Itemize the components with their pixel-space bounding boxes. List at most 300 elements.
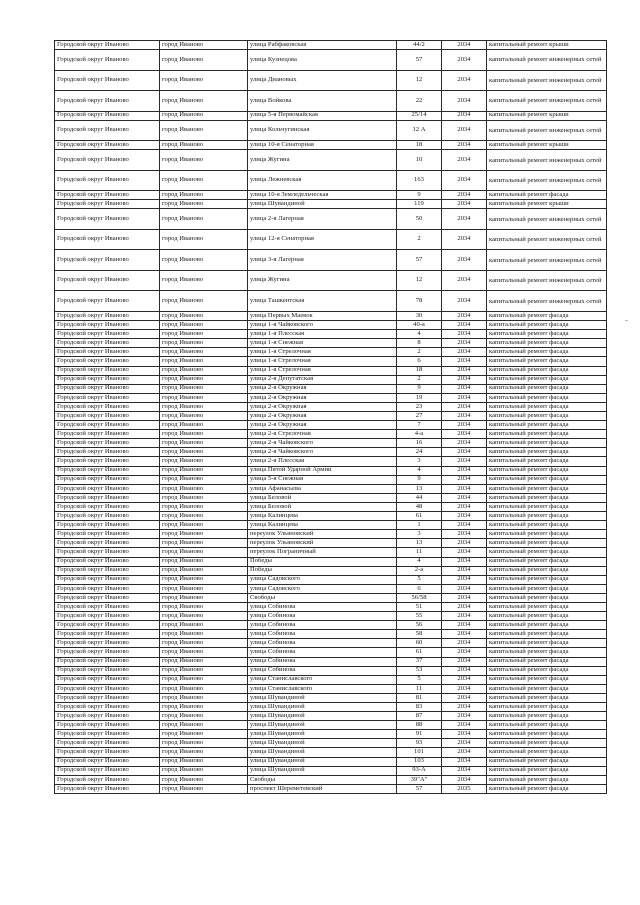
street-cell: переулок Ульяновский (248, 530, 397, 539)
house-number-cell: 57 (397, 250, 442, 271)
municipality-cell: Городской округ Иваново (55, 457, 160, 466)
street-cell: улица Шувандиной (248, 712, 397, 721)
municipality-cell: Городской округ Иваново (55, 666, 160, 675)
municipality-cell: Городской округ Иваново (55, 639, 160, 648)
year-cell: 2034 (442, 200, 487, 209)
year-cell: 2034 (442, 739, 487, 748)
settlement-cell: город Иваново (160, 270, 248, 291)
street-cell: улица Жугина (248, 150, 397, 171)
table-row (55, 602, 607, 611)
table-row (55, 291, 607, 312)
municipality-cell: Городской округ Иваново (55, 630, 160, 639)
municipality-cell: Городской округ Иваново (55, 612, 160, 621)
street-cell: улица Калинцева (248, 512, 397, 521)
street-cell: улица 2-я Стрелочная (248, 430, 397, 439)
year-cell: 2034 (442, 639, 487, 648)
year-cell: 2034 (442, 191, 487, 200)
year-cell: 2034 (442, 402, 487, 411)
work-type-cell: капитальный ремонт фасада (487, 712, 607, 721)
work-type-cell: капитальный ремонт фасада (487, 557, 607, 566)
work-type-cell: капитальный ремонт фасада (487, 766, 607, 775)
year-cell: 2034 (442, 330, 487, 339)
municipality-cell: Городской округ Иваново (55, 493, 160, 502)
work-type-cell: капитальный ремонт фасада (487, 393, 607, 402)
table-row (55, 675, 607, 684)
work-type-cell: капитальный ремонт фасада (487, 421, 607, 430)
settlement-cell: город Иваново (160, 111, 248, 120)
municipality-cell: Городской округ Иваново (55, 693, 160, 702)
settlement-cell: город Иваново (160, 675, 248, 684)
table-row (55, 250, 607, 271)
house-number-cell: 11 (397, 548, 442, 557)
year-cell: 2034 (442, 229, 487, 250)
year-cell: 2034 (442, 666, 487, 675)
street-cell: улица Собинова (248, 639, 397, 648)
municipality-cell: Городской округ Иваново (55, 675, 160, 684)
street-cell: улица Собинова (248, 648, 397, 657)
work-type-cell: капитальный ремонт фасада (487, 448, 607, 457)
table-row (55, 348, 607, 357)
work-type-cell: капитальный ремонт фасада (487, 602, 607, 611)
table-row (55, 375, 607, 384)
street-cell: улица Собинова (248, 666, 397, 675)
year-cell: 2034 (442, 621, 487, 630)
municipality-cell: Городской округ Иваново (55, 412, 160, 421)
work-type-cell: капитальный ремонт фасада (487, 639, 607, 648)
table-row (55, 484, 607, 493)
table-row (55, 466, 607, 475)
settlement-cell: город Иваново (160, 348, 248, 357)
work-type-cell: капитальный ремонт инженерных сетей (487, 229, 607, 250)
settlement-cell: город Иваново (160, 291, 248, 312)
street-cell: улица Шувандиной (248, 748, 397, 757)
settlement-cell: город Иваново (160, 666, 248, 675)
municipality-cell: Городской округ Иваново (55, 475, 160, 484)
municipality-cell: Городской округ Иваново (55, 348, 160, 357)
settlement-cell: город Иваново (160, 657, 248, 666)
year-cell: 2034 (442, 50, 487, 71)
work-type-cell: капитальный ремонт фасада (487, 321, 607, 330)
house-number-cell: 9 (397, 191, 442, 200)
work-type-cell: капитальный ремонт фасада (487, 439, 607, 448)
work-type-cell: капитальный ремонт фасада (487, 703, 607, 712)
work-type-cell: капитальный ремонт фасада (487, 575, 607, 584)
settlement-cell: город Иваново (160, 757, 248, 766)
house-number-cell: 23 (397, 402, 442, 411)
table-row (55, 530, 607, 539)
house-number-cell: 44/2 (397, 41, 442, 50)
street-cell: улица Шувандиной (248, 200, 397, 209)
street-cell: улица Собинова (248, 621, 397, 630)
year-cell: 2034 (442, 466, 487, 475)
street-cell: улица Беловой (248, 502, 397, 511)
year-cell: 2034 (442, 721, 487, 730)
year-cell: 2034 (442, 250, 487, 271)
street-cell: улица 2-я Плесская (248, 457, 397, 466)
municipality-cell: Городской округ Иваново (55, 648, 160, 657)
settlement-cell: город Иваново (160, 150, 248, 171)
table-row (55, 502, 607, 511)
settlement-cell: город Иваново (160, 439, 248, 448)
document-page (54, 40, 602, 794)
settlement-cell: город Иваново (160, 170, 248, 191)
year-cell: 2034 (442, 612, 487, 621)
municipality-cell: Городской округ Иваново (55, 366, 160, 375)
settlement-cell: город Иваново (160, 621, 248, 630)
table-row (55, 593, 607, 602)
municipality-cell: Городской округ Иваново (55, 41, 160, 50)
work-type-cell: капитальный ремонт фасада (487, 493, 607, 502)
year-cell: 2034 (442, 475, 487, 484)
work-type-cell: капитальный ремонт фасада (487, 384, 607, 393)
year-cell: 2034 (442, 412, 487, 421)
work-type-cell: капитальный ремонт фасада (487, 612, 607, 621)
street-cell: Свободы (248, 593, 397, 602)
year-cell: 2034 (442, 384, 487, 393)
municipality-cell: Городской округ Иваново (55, 784, 160, 793)
settlement-cell: город Иваново (160, 521, 248, 530)
municipality-cell: Городской округ Иваново (55, 539, 160, 548)
work-type-cell: капитальный ремонт фасада (487, 721, 607, 730)
municipality-cell: Городской округ Иваново (55, 739, 160, 748)
street-cell: улица Шувандиной (248, 766, 397, 775)
municipality-cell: Городской округ Иваново (55, 748, 160, 757)
year-cell: 2034 (442, 430, 487, 439)
year-cell: 2035 (442, 784, 487, 793)
year-cell: 2034 (442, 348, 487, 357)
street-cell: улица 2-я Окружная (248, 412, 397, 421)
municipality-cell: Городской округ Иваново (55, 209, 160, 230)
street-cell: улица 10-я Сенаторная (248, 141, 397, 150)
table-row (55, 721, 607, 730)
settlement-cell: город Иваново (160, 612, 248, 621)
settlement-cell: город Иваново (160, 575, 248, 584)
house-number-cell: 51 (397, 602, 442, 611)
year-cell: 2034 (442, 766, 487, 775)
work-type-cell: капитальный ремонт крыши (487, 111, 607, 120)
table-row (55, 739, 607, 748)
year-cell: 2034 (442, 111, 487, 120)
house-number-cell: 2 (397, 375, 442, 384)
municipality-cell: Городской округ Иваново (55, 775, 160, 784)
year-cell: 2034 (442, 270, 487, 291)
house-number-cell: 4-а (397, 430, 442, 439)
municipality-cell: Городской округ Иваново (55, 721, 160, 730)
year-cell: 2034 (442, 120, 487, 141)
street-cell: улица Собинова (248, 602, 397, 611)
house-number-cell: 93 (397, 739, 442, 748)
street-cell: улица Садовского (248, 584, 397, 593)
municipality-cell: Городской округ Иваново (55, 339, 160, 348)
street-cell: улица 1-я Снежная (248, 339, 397, 348)
municipality-cell: Городской округ Иваново (55, 657, 160, 666)
settlement-cell: город Иваново (160, 250, 248, 271)
table-row (55, 684, 607, 693)
house-number-cell: 53 (397, 666, 442, 675)
municipality-cell: Городской округ Иваново (55, 357, 160, 366)
year-cell: 2034 (442, 70, 487, 91)
settlement-cell: город Иваново (160, 693, 248, 702)
work-type-cell: капитальный ремонт инженерных сетей (487, 70, 607, 91)
municipality-cell: Городской округ Иваново (55, 766, 160, 775)
settlement-cell: город Иваново (160, 684, 248, 693)
street-cell: улица Калинцева (248, 521, 397, 530)
work-type-cell: капитальный ремонт фасада (487, 375, 607, 384)
year-cell: 2034 (442, 484, 487, 493)
table-row (55, 366, 607, 375)
table-row (55, 657, 607, 666)
house-number-cell: 19 (397, 393, 442, 402)
year-cell: 2034 (442, 393, 487, 402)
municipality-cell: Городской округ Иваново (55, 120, 160, 141)
settlement-cell: город Иваново (160, 484, 248, 493)
work-type-cell: капитальный ремонт фасада (487, 530, 607, 539)
settlement-cell: город Иваново (160, 330, 248, 339)
street-cell: улица Первых Маевок (248, 311, 397, 320)
table-row (55, 170, 607, 191)
settlement-cell: город Иваново (160, 748, 248, 757)
house-number-cell: 5 (397, 575, 442, 584)
street-cell: улица Кузнецова (248, 50, 397, 71)
work-type-cell: капитальный ремонт фасада (487, 648, 607, 657)
street-cell: улица Шувандиной (248, 703, 397, 712)
municipality-cell: Городской округ Иваново (55, 566, 160, 575)
municipality-cell: Городской округ Иваново (55, 50, 160, 71)
work-type-cell: капитальный ремонт фасада (487, 191, 607, 200)
table-row (55, 50, 607, 71)
settlement-cell: город Иваново (160, 91, 248, 112)
house-number-cell: 93-А (397, 766, 442, 775)
year-cell: 2034 (442, 693, 487, 702)
work-type-cell: капитальный ремонт фасада (487, 466, 607, 475)
settlement-cell: город Иваново (160, 775, 248, 784)
settlement-cell: город Иваново (160, 412, 248, 421)
settlement-cell: город Иваново (160, 712, 248, 721)
settlement-cell: город Иваново (160, 357, 248, 366)
work-type-cell: капитальный ремонт фасада (487, 366, 607, 375)
street-cell: улица 2-я Депутатская (248, 375, 397, 384)
house-number-cell: 12 (397, 270, 442, 291)
table-row (55, 539, 607, 548)
work-type-cell: капитальный ремонт фасада (487, 666, 607, 675)
work-type-cell: капитальный ремонт инженерных сетей (487, 170, 607, 191)
settlement-cell: город Иваново (160, 311, 248, 320)
work-type-cell: капитальный ремонт фасада (487, 730, 607, 739)
street-cell: улица Афанасьева (248, 484, 397, 493)
street-cell: улица 5-я Снежная (248, 475, 397, 484)
street-cell: улица Станиславского (248, 684, 397, 693)
settlement-cell: город Иваново (160, 366, 248, 375)
table-row (55, 766, 607, 775)
municipality-cell: Городской округ Иваново (55, 593, 160, 602)
municipality-cell: Городской округ Иваново (55, 91, 160, 112)
house-number-cell: 3 (397, 457, 442, 466)
street-cell: переулок Пограничный (248, 548, 397, 557)
street-cell: улица Кольчугинская (248, 120, 397, 141)
table-row (55, 150, 607, 171)
year-cell: 2034 (442, 375, 487, 384)
work-type-cell: капитальный ремонт фасада (487, 566, 607, 575)
house-number-cell: 22 (397, 91, 442, 112)
street-cell: улица 3-я Лагерная (248, 250, 397, 271)
street-cell: улица Ташкентская (248, 291, 397, 312)
work-type-cell: капитальный ремонт фасада (487, 548, 607, 557)
work-type-cell: капитальный ремонт крыши (487, 141, 607, 150)
table-row (55, 412, 607, 421)
house-number-cell: 3 (397, 530, 442, 539)
house-number-cell: 44 (397, 493, 442, 502)
house-number-cell: 9 (397, 384, 442, 393)
settlement-cell: город Иваново (160, 141, 248, 150)
year-cell: 2034 (442, 291, 487, 312)
street-cell: проспект Шереметевский (248, 784, 397, 793)
house-number-cell: 30 (397, 311, 442, 320)
municipality-cell: Городской округ Иваново (55, 521, 160, 530)
table-row (55, 648, 607, 657)
house-number-cell: 11 (397, 684, 442, 693)
house-number-cell: 10 (397, 150, 442, 171)
house-number-cell: 4 (397, 330, 442, 339)
table-row (55, 666, 607, 675)
house-number-cell: 16 (397, 439, 442, 448)
house-number-cell: 13 (397, 484, 442, 493)
municipality-cell: Городской округ Иваново (55, 384, 160, 393)
street-cell: улица Шувандиной (248, 693, 397, 702)
table-row (55, 630, 607, 639)
table-row (55, 70, 607, 91)
street-cell: улица Станиславского (248, 675, 397, 684)
work-type-cell: капитальный ремонт фасада (487, 502, 607, 511)
house-number-cell: 57 (397, 50, 442, 71)
table-row (55, 430, 607, 439)
house-number-cell: 55 (397, 612, 442, 621)
settlement-cell: город Иваново (160, 41, 248, 50)
work-type-cell: капитальный ремонт крыши (487, 41, 607, 50)
table-row (55, 693, 607, 702)
municipality-cell: Городской округ Иваново (55, 575, 160, 584)
work-type-cell: капитальный ремонт фасада (487, 430, 607, 439)
house-number-cell: 6 (397, 357, 442, 366)
house-number-cell: 7 (397, 421, 442, 430)
table-row (55, 730, 607, 739)
street-cell: улица 2-я Чайковского (248, 448, 397, 457)
settlement-cell: город Иваново (160, 430, 248, 439)
house-number-cell: 18 (397, 366, 442, 375)
settlement-cell: город Иваново (160, 209, 248, 230)
settlement-cell: город Иваново (160, 557, 248, 566)
work-type-cell: капитальный ремонт инженерных сетей (487, 150, 607, 171)
municipality-cell: Городской округ Иваново (55, 150, 160, 171)
work-type-cell: капитальный ремонт инженерных сетей (487, 270, 607, 291)
year-cell: 2034 (442, 321, 487, 330)
work-type-cell: капитальный ремонт фасада (487, 593, 607, 602)
municipality-cell: Городской округ Иваново (55, 466, 160, 475)
table-row (55, 448, 607, 457)
municipality-cell: Городской округ Иваново (55, 584, 160, 593)
table-row (55, 200, 607, 209)
settlement-cell: город Иваново (160, 384, 248, 393)
municipality-cell: Городской округ Иваново (55, 757, 160, 766)
table-row (55, 639, 607, 648)
municipality-cell: Городской округ Иваново (55, 557, 160, 566)
table-row (55, 191, 607, 200)
street-cell: улица 12-я Сенаторная (248, 229, 397, 250)
work-type-cell: капитальный ремонт фасада (487, 475, 607, 484)
table-row (55, 575, 607, 584)
house-number-cell: 56 (397, 621, 442, 630)
settlement-cell: город Иваново (160, 466, 248, 475)
year-cell: 2034 (442, 584, 487, 593)
settlement-cell: город Иваново (160, 602, 248, 611)
street-cell: улица 5-я Первомайская (248, 111, 397, 120)
street-cell: улица 2-я Лагерная (248, 209, 397, 230)
municipality-cell: Городской округ Иваново (55, 602, 160, 611)
work-type-cell: капитальный ремонт крыши (487, 200, 607, 209)
year-cell: 2034 (442, 357, 487, 366)
table-body (55, 41, 607, 794)
street-cell: улица Садовского (248, 575, 397, 584)
settlement-cell: город Иваново (160, 784, 248, 793)
year-cell: 2034 (442, 493, 487, 502)
year-cell: 2034 (442, 339, 487, 348)
street-cell: улица 1-я Стрелочная (248, 357, 397, 366)
table-row (55, 384, 607, 393)
municipality-cell: Городской округ Иваново (55, 512, 160, 521)
table-row (55, 512, 607, 521)
municipality-cell: Городской округ Иваново (55, 250, 160, 271)
settlement-cell: город Иваново (160, 375, 248, 384)
settlement-cell: город Иваново (160, 457, 248, 466)
year-cell: 2034 (442, 575, 487, 584)
year-cell: 2034 (442, 648, 487, 657)
house-number-cell: 2-а (397, 566, 442, 575)
municipality-cell: Городской округ Иваново (55, 111, 160, 120)
settlement-cell: город Иваново (160, 448, 248, 457)
municipality-cell: Городской округ Иваново (55, 548, 160, 557)
municipality-cell: Городской округ Иваново (55, 321, 160, 330)
settlement-cell: город Иваново (160, 548, 248, 557)
house-number-cell: 81 (397, 693, 442, 702)
house-number-cell: 18 (397, 141, 442, 150)
street-cell: улица Беловой (248, 493, 397, 502)
municipality-cell: Городской округ Иваново (55, 502, 160, 511)
table-row (55, 91, 607, 112)
work-type-cell: капитальный ремонт фасада (487, 402, 607, 411)
year-cell: 2034 (442, 730, 487, 739)
work-type-cell: капитальный ремонт фасада (487, 412, 607, 421)
house-number-cell: 83 (397, 703, 442, 712)
year-cell: 2034 (442, 703, 487, 712)
table-row (55, 111, 607, 120)
street-cell: улица Шувандиной (248, 739, 397, 748)
table-row (55, 330, 607, 339)
table-row (55, 557, 607, 566)
municipality-cell: Городской округ Иваново (55, 200, 160, 209)
year-cell: 2034 (442, 439, 487, 448)
street-cell: улица 1-я Плесская (248, 330, 397, 339)
street-cell: улица Войкова (248, 91, 397, 112)
street-cell: Победы (248, 557, 397, 566)
house-number-cell: 88 (397, 721, 442, 730)
year-cell: 2034 (442, 91, 487, 112)
municipality-cell: Городской округ Иваново (55, 402, 160, 411)
work-type-cell: капитальный ремонт фасада (487, 775, 607, 784)
settlement-cell: город Иваново (160, 530, 248, 539)
street-cell: улица Шувандиной (248, 757, 397, 766)
year-cell: 2034 (442, 675, 487, 684)
municipality-cell: Городской округ Иваново (55, 70, 160, 91)
settlement-cell: город Иваново (160, 648, 248, 657)
